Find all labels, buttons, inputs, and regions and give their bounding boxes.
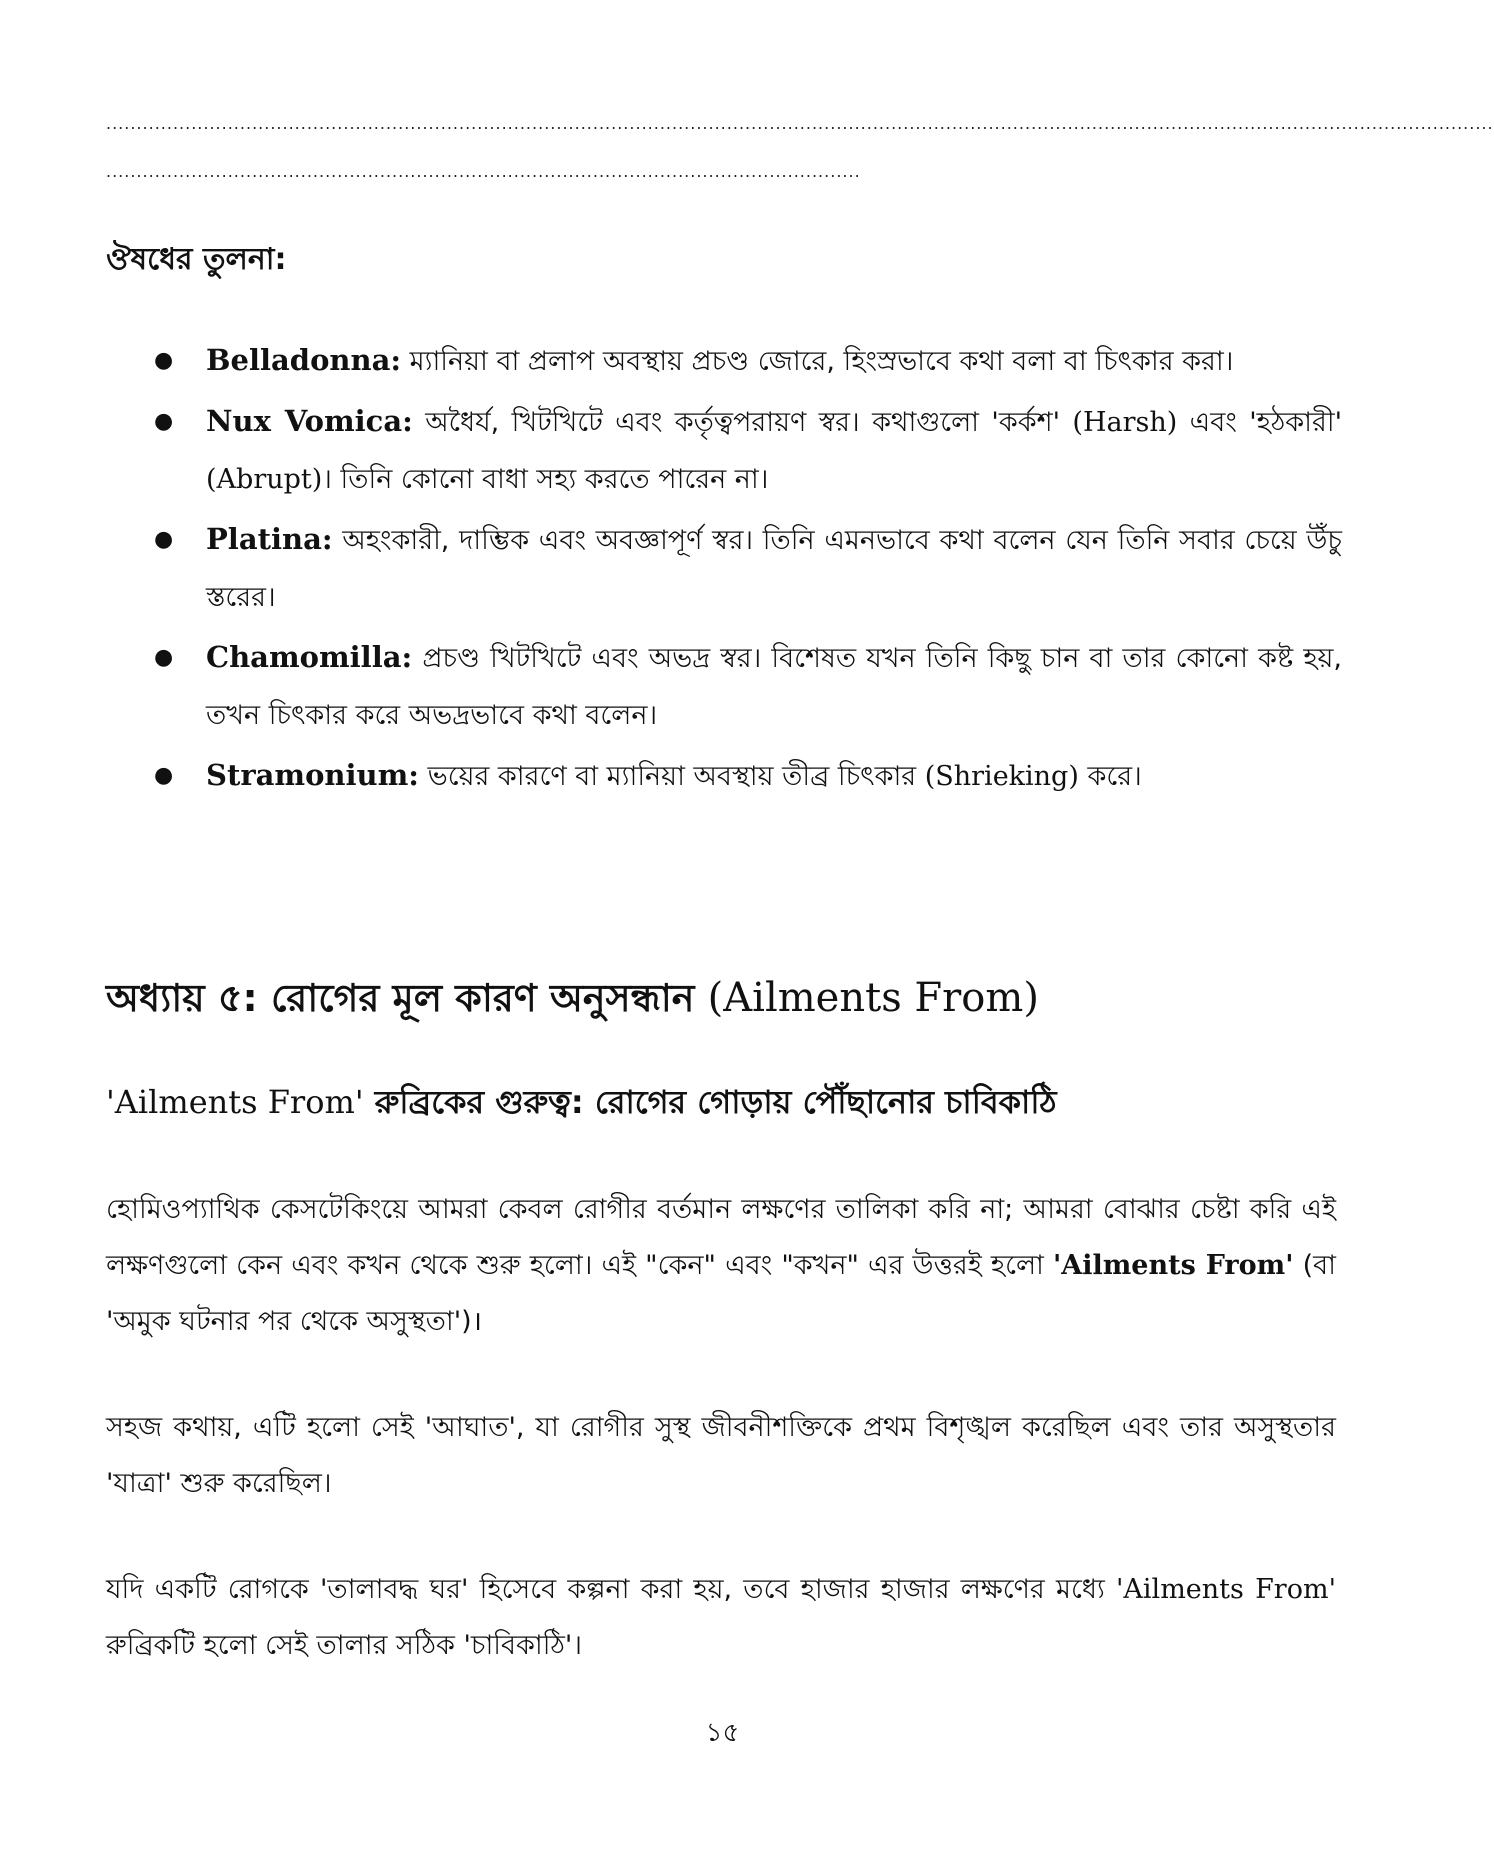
latin-term: (Harsh) (1072, 407, 1178, 438)
bullet-icon: ● (154, 527, 174, 552)
bullet-icon: ● (154, 348, 174, 373)
list-item (106, 629, 1342, 744)
section-subheading (106, 1078, 1336, 1126)
list-item (106, 747, 1342, 805)
dotted-separator-short: ............................................................................................................................ (106, 162, 861, 181)
bullet-icon: ● (154, 763, 174, 788)
remedy-list (106, 332, 1342, 808)
paragraph-2: সহজ কথায়, এটি হলো সেই 'আঘাত', যা রোগীর সুস্থ জীবনীশক্তিকে প্রথম বিশৃঙ্খল করেছিল এবং তার অসুস্থতার 'যাত্রা' শুরু করেছিল। (106, 1412, 1336, 1499)
paragraph-text: রুব্রিকটি হলো সেই তালার সঠিক 'চাবিকাঠি'। (106, 1630, 582, 1661)
paragraph-text: হোমিওপ্যাথিক কেসটেকিংয়ে আমরা কেবল রোগীর বর্তমান লক্ষণের তালিকা করি না; আমরা বোঝার চেষ্টা করি এই লক্ষণগুলো কেন এবং কখন থেকে শুরু হলো। এই "কেন" এবং "কখন" এর উত্তরই হলো (106, 1194, 1336, 1281)
page-number: ১৫ (705, 1718, 740, 1748)
paragraph-3 (106, 1562, 1336, 1674)
latin-term: 'Ailments From' (1116, 1574, 1336, 1605)
remedy-description: এবং 'হঠকারী' (1177, 407, 1343, 438)
list-item (106, 393, 1342, 508)
chapter-title-latin: (Ailments From) (707, 975, 1039, 1021)
remedy-description: করে। (1078, 761, 1142, 792)
list-item (106, 332, 1342, 390)
remedy-name: Platina: (206, 522, 333, 556)
latin-term: (Abrupt) (206, 464, 323, 495)
remedy-name: Belladonna: (206, 343, 402, 377)
paragraph-text: (বা 'অমুক ঘটনার পর থেকে অসুস্থতা')। (106, 1250, 1336, 1337)
paragraph-text: যদি একটি রোগকে 'তালাবদ্ধ ঘর' হিসেবে কল্পনা করা হয়, তবে হাজার হাজার লক্ষণের মধ্যে (106, 1574, 1116, 1605)
list-item (106, 511, 1342, 626)
dotted-separator: .................................................................................................................................................................................................................................... (106, 114, 1494, 133)
bullet-icon: ● (154, 409, 174, 434)
chapter-title (106, 970, 1336, 1026)
chapter-title-bengali: অধ্যায় ৫: রোগের মূল কারণ অনুসন্ধান (106, 976, 708, 1020)
remedy-description: ম্যানিয়া বা প্রলাপ অবস্থায় প্রচণ্ড জোরে, হিংস্রভাবে কথা বলা বা চিৎকার করা। (401, 346, 1234, 377)
bullet-icon: ● (154, 645, 174, 670)
remedy-name: Chamomilla: (206, 640, 413, 674)
latin-term-bold: 'Ailments From' (1053, 1250, 1294, 1281)
comparison-heading: ঔষধের তুলনা: (106, 242, 287, 277)
remedy-description: অহংকারী, দাম্ভিক এবং অবজ্ঞাপূর্ণ স্বর। তিনি এমনভাবে কথা বলেন যেন তিনি সবার চেয়ে উঁচু স্তরের। (206, 525, 1342, 613)
remedy-description: প্রচণ্ড খিটখিটে এবং অভদ্র স্বর। বিশেষত যখন তিনি কিছু চান বা তার কোনো কষ্ট হয়, তখন চিৎকার করে অভদ্রভাবে কথা বলেন। (206, 643, 1342, 731)
remedy-name: Stramonium: (206, 758, 420, 792)
remedy-description: ভয়ের কারণে বা ম্যানিয়া অবস্থায় তীব্র চিৎকার (419, 761, 925, 792)
latin-term: (Shrieking) (924, 761, 1079, 792)
remedy-name: Nux Vomica: (206, 404, 413, 438)
remedy-description: । তিনি কোনো বাধা সহ্য করতে পারেন না। (322, 464, 769, 495)
paragraph-1 (106, 1182, 1336, 1350)
remedy-description: অধৈর্য, খিটখিটে এবং কর্তৃত্বপরায়ণ স্বর। কথাগুলো 'কর্কশ' (412, 407, 1073, 438)
subheading-latin: 'Ailments From' (106, 1083, 364, 1121)
subheading-bengali: রুব্রিকের গুরুত্ব: রোগের গোড়ায় পৌঁছানোর চাবিকাঠি (363, 1083, 1057, 1121)
